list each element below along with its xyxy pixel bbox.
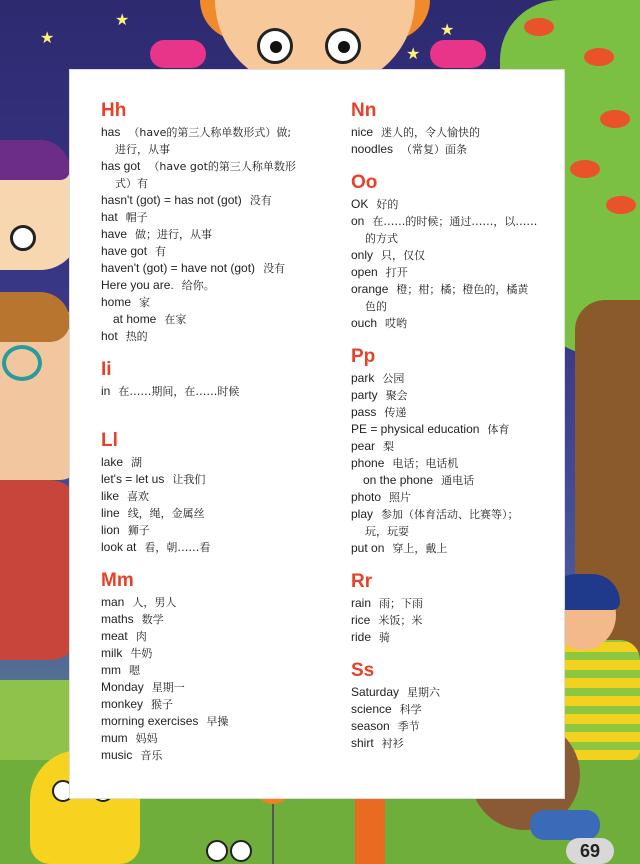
entry-meaning: 嗯 <box>129 664 140 677</box>
entry-meaning: 星期一 <box>151 681 185 694</box>
entry-word: Saturday <box>351 685 400 699</box>
entry-meaning: 衬衫 <box>381 737 404 750</box>
entry-word: has <box>101 125 121 139</box>
entry-word: phone <box>351 456 385 470</box>
entry-meaning: 湖 <box>131 456 143 469</box>
glossary-entry <box>101 539 337 556</box>
entry-word: OK <box>351 197 369 211</box>
entry-meaning: 式）有 <box>115 177 148 190</box>
section-letter-heading: Ll <box>101 430 118 451</box>
glossary-entry <box>101 645 337 662</box>
glossary-entry <box>101 328 337 345</box>
entry-meaning: 色的 <box>365 300 387 313</box>
entry-meaning: 看，朝……看 <box>144 541 211 554</box>
section-letter-heading: Pp <box>351 346 376 367</box>
glossary-entry <box>351 718 563 735</box>
entry-word: hat <box>101 210 118 224</box>
entry-meaning: 帽子 <box>125 211 148 224</box>
entry-meaning: 让我们 <box>172 473 206 486</box>
entry-word: Here you are. <box>101 278 174 292</box>
star-icon: ★ <box>40 28 55 47</box>
glossary-entry <box>351 387 563 404</box>
entry-meaning: 喜欢 <box>127 490 150 503</box>
glossary-column-right <box>351 100 563 766</box>
entry-word: pear <box>351 439 376 453</box>
glossary-entry <box>351 612 563 629</box>
glossary-section <box>351 100 563 158</box>
entry-meaning: 妈妈 <box>135 732 158 745</box>
entry-word: like <box>101 489 120 503</box>
entry-meaning: 科学 <box>399 703 422 716</box>
glossary-entry <box>351 438 563 455</box>
glossary-entry <box>101 505 337 522</box>
glossary-entry <box>101 260 337 277</box>
glossary-entry <box>101 628 337 645</box>
entry-continuation <box>351 298 563 315</box>
glossary-section <box>351 172 563 332</box>
entry-meaning: 音乐 <box>140 749 163 762</box>
entry-word: PE = physical education <box>351 422 480 436</box>
top-kid-eye-left <box>257 28 293 64</box>
entry-meaning: 公园 <box>382 372 405 385</box>
entry-word: at home <box>113 312 157 326</box>
star-icon: ★ <box>115 10 130 29</box>
glossary-entry <box>101 679 337 696</box>
entry-meaning: 传递 <box>384 406 407 419</box>
fruit-icon <box>524 18 554 36</box>
glossary-entry <box>351 455 563 472</box>
entry-meaning: 做；进行，从事 <box>135 228 213 241</box>
glossary-entry <box>101 471 337 488</box>
entry-word: line <box>101 506 120 520</box>
glossary-entry <box>351 124 563 141</box>
entry-word: lion <box>101 523 120 537</box>
glossary-entry <box>101 158 337 175</box>
entry-meaning: 梨 <box>383 440 395 453</box>
glossary-entry <box>351 684 563 701</box>
section-letter-heading: Nn <box>351 100 377 121</box>
fruit-icon <box>606 196 636 214</box>
entry-word: nice <box>351 125 374 139</box>
entry-word: maths <box>101 612 134 626</box>
entry-word: morning exercises <box>101 714 199 728</box>
glossary-entry <box>101 243 337 260</box>
entry-word: science <box>351 702 392 716</box>
glossary-section <box>101 430 337 556</box>
entry-meaning: 好的 <box>376 198 399 211</box>
section-letter-heading: Mm <box>101 570 134 591</box>
page-number: 69 <box>566 838 614 864</box>
entry-meaning: 参加（体育活动、比赛等）； <box>381 508 519 521</box>
star-icon: ★ <box>406 44 421 63</box>
section-letter-heading: Ii <box>101 359 112 380</box>
left-boy-hair <box>0 292 70 342</box>
entry-word: on the phone <box>363 473 434 487</box>
glossary-entry <box>351 281 563 298</box>
entry-continuation <box>101 141 337 158</box>
glossary-entry <box>101 209 337 226</box>
glossary-entry <box>101 713 337 730</box>
entry-meaning: 照片 <box>389 491 412 504</box>
entry-meaning: 通电话 <box>441 474 475 487</box>
entry-word: let's = let us <box>101 472 165 486</box>
entry-meaning: 雨；下雨 <box>379 597 424 610</box>
glossary-entry <box>351 701 563 718</box>
glossary-entry <box>351 489 563 506</box>
entry-meaning: 电话；电话机 <box>392 457 459 470</box>
entry-meaning: 橙；柑；橘；橙色的，橘黄 <box>396 283 529 296</box>
entry-meaning: 在……期间，在……时候 <box>118 385 240 398</box>
entry-word: lake <box>101 455 124 469</box>
glossary-section <box>351 346 563 557</box>
entry-word: party <box>351 388 378 402</box>
entry-word: rice <box>351 613 371 627</box>
entry-meaning: 在……的时候；通过……，以…… <box>372 215 538 228</box>
entry-meaning: 没有 <box>249 194 272 207</box>
top-kid-hand-right <box>430 40 486 68</box>
entry-word: haven't (got) = have not (got) <box>101 261 256 275</box>
entry-word: Monday <box>101 680 144 694</box>
entry-word: pass <box>351 405 377 419</box>
entry-word: look at <box>101 540 137 554</box>
glossary-section <box>101 100 337 345</box>
entry-meaning: 进行，从事 <box>115 143 170 156</box>
entry-meaning: 迷人的，令人愉快的 <box>381 126 481 139</box>
fruit-icon <box>570 160 600 178</box>
entry-word: shirt <box>351 736 374 750</box>
glossary-entry <box>351 264 563 281</box>
entry-meaning: 早操 <box>206 715 229 728</box>
entry-meaning: 星期六 <box>407 686 441 699</box>
glossary-entry <box>101 124 337 141</box>
glossary-entry <box>101 662 337 679</box>
entry-word: man <box>101 595 125 609</box>
glossary-entry <box>351 421 563 438</box>
glossary-entry <box>101 383 337 400</box>
entry-continuation <box>101 175 337 192</box>
entry-meaning: 没有 <box>263 262 286 275</box>
entry-meaning: 人，男人 <box>132 596 177 609</box>
entry-word: only <box>351 248 374 262</box>
entry-meaning: 家 <box>139 296 151 309</box>
glossary-entry <box>351 540 563 557</box>
entry-meaning: 牛奶 <box>130 647 153 660</box>
glossary-entry <box>101 594 337 611</box>
entry-word: has got <box>101 159 141 173</box>
glossary-entry <box>351 472 563 489</box>
glossary-entry <box>351 196 563 213</box>
entry-word: season <box>351 719 390 733</box>
glossary-entry <box>101 226 337 243</box>
section-letter-heading: Oo <box>351 172 378 193</box>
glossary-entry <box>351 213 563 230</box>
entry-word: ouch <box>351 316 378 330</box>
section-letter-heading: Hh <box>101 100 127 121</box>
glossary-entry <box>101 277 337 294</box>
glossary-entry <box>101 730 337 747</box>
entry-meaning: 数学 <box>141 613 164 626</box>
left-kid-body-illustration <box>0 480 80 660</box>
entry-meaning: 热的 <box>125 330 148 343</box>
glossary-entry <box>351 629 563 646</box>
entry-meaning: 哎哟 <box>385 317 408 330</box>
entry-meaning: 聚会 <box>385 389 408 402</box>
glossary-entry <box>351 735 563 752</box>
entry-word: orange <box>351 282 389 296</box>
top-kid-eye-right <box>325 28 361 64</box>
entry-meaning: 穿上，戴上 <box>392 542 448 555</box>
entry-meaning: 季节 <box>397 720 420 733</box>
entry-word: park <box>351 371 375 385</box>
section-letter-heading: Ss <box>351 660 375 681</box>
entry-word: milk <box>101 646 123 660</box>
entry-word: play <box>351 507 374 521</box>
entry-meaning: 玩，玩耍 <box>365 525 409 538</box>
entry-word: music <box>101 748 133 762</box>
entry-meaning: 体育 <box>487 423 510 436</box>
entry-meaning: 米饭；米 <box>378 614 423 627</box>
glossary-entry <box>351 247 563 264</box>
entry-continuation <box>351 523 563 540</box>
entry-word: in <box>101 384 111 398</box>
glossary-entry <box>101 611 337 628</box>
entry-meaning: 只，仅仅 <box>381 249 426 262</box>
glossary-entry <box>351 141 563 158</box>
entry-word: on <box>351 214 365 228</box>
glossary-entry <box>101 192 337 209</box>
glossary-entry <box>101 522 337 539</box>
entry-word: mum <box>101 731 128 745</box>
balloon-string <box>272 804 274 864</box>
entry-meaning: 的方式 <box>365 232 398 245</box>
fruit-icon <box>584 48 614 66</box>
star-icon: ★ <box>440 20 455 39</box>
section-letter-heading: Rr <box>351 571 373 592</box>
entry-meaning: （常复）面条 <box>401 143 468 156</box>
entry-meaning: 打开 <box>385 266 408 279</box>
glossary-entry <box>351 404 563 421</box>
entry-word: mm <box>101 663 121 677</box>
entry-meaning: 在家 <box>164 313 187 326</box>
left-girl-eye <box>10 225 36 251</box>
entry-meaning: 肉 <box>135 630 147 643</box>
shoe-icon <box>530 810 600 840</box>
glossary-section <box>351 571 563 646</box>
entry-meaning: 给你。 <box>181 279 215 292</box>
entry-meaning: 线，绳，金属丝 <box>127 507 205 520</box>
entry-meaning: 狮子 <box>127 524 150 537</box>
entry-word: have got <box>101 244 148 258</box>
entry-word: monkey <box>101 697 144 711</box>
glossary-entry <box>101 747 337 764</box>
glossary-section <box>101 570 337 764</box>
entry-word: put on <box>351 541 385 555</box>
glossary-entry <box>351 595 563 612</box>
entry-word: photo <box>351 490 382 504</box>
glossary-entry <box>351 315 563 332</box>
entry-word: rain <box>351 596 372 610</box>
entry-word: have <box>101 227 128 241</box>
entry-word: meat <box>101 629 128 643</box>
entry-word: open <box>351 265 378 279</box>
glossary-entry <box>351 506 563 523</box>
bird-eyes-illustration <box>200 840 260 864</box>
entry-meaning: （have的第三人称单数形式）做; <box>128 126 292 139</box>
entry-word: hot <box>101 329 118 343</box>
glossary-section <box>101 359 337 400</box>
entry-word: ride <box>351 630 372 644</box>
entry-meaning: 骑 <box>379 631 391 644</box>
glossary-entry <box>101 454 337 471</box>
entry-meaning: 有 <box>155 245 167 258</box>
glossary-entry <box>101 696 337 713</box>
entry-meaning: 猴子 <box>151 698 174 711</box>
top-kid-hand-left <box>150 40 206 68</box>
glossary-entry <box>351 370 563 387</box>
entry-word: noodles <box>351 142 394 156</box>
glossary-section <box>351 660 563 752</box>
glasses-icon <box>2 345 42 381</box>
glossary-entry <box>101 311 337 328</box>
entry-word: hasn't (got) = has not (got) <box>101 193 242 207</box>
entry-continuation <box>351 230 563 247</box>
entry-word: home <box>101 295 132 309</box>
glossary-entry <box>101 488 337 505</box>
fruit-icon <box>600 110 630 128</box>
glossary-column-left <box>101 100 337 778</box>
glossary-entry <box>101 294 337 311</box>
entry-meaning: （have got的第三人称单数形 <box>148 160 296 173</box>
